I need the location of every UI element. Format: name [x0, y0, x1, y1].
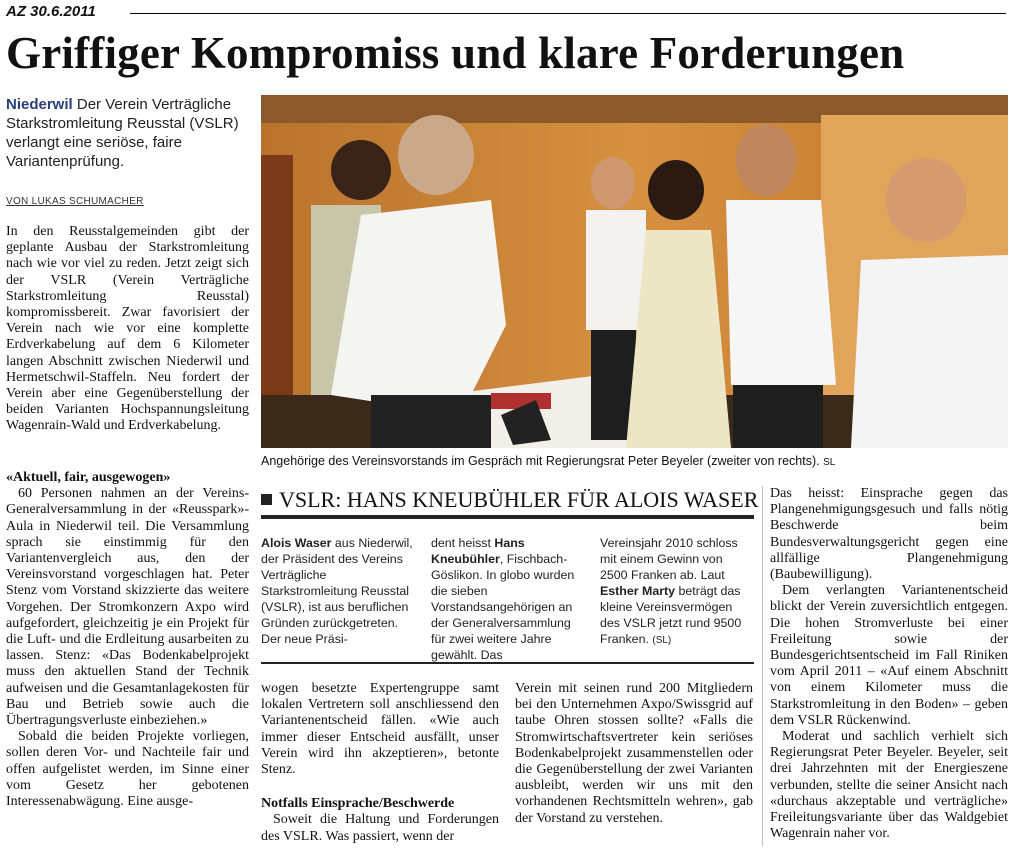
info-box-title-prefix: VSLR: — [279, 487, 342, 512]
info-box-column-1 — [261, 535, 413, 647]
info-box-credit: (SL) — [652, 635, 672, 646]
paragraph: 60 Personen nahmen an der Vereins-Generalversammlung in der «Reusspark»-Aula in Niederwil teil. Die Versammlung sprach sie einstimmig für den Variantenvergleich aus, den der Vereinsvorstand vorgeschlagen hat. Peter Stenz vom Vorstand skizzierte das weitere Vorgehen. Der Stromkonzern Axpo wird aufgefordert, gleichzeitig je ein Projekt für die Luft- und die Erdleitung ausarbeiten zu lassen. Stenz: «Das Bodenkabelprojekt muss den aktuellen Stand der Technik aufweisen und die Gesamtanlagekosten für Bau und Betrieb sowie auch die Übertragungsverluste einbeziehen.» — [6, 486, 249, 729]
article-column-1 — [6, 470, 249, 810]
caption-text: Angehörige des Vereinsvorstands im Gespräch mit Regierungsrat Peter Beyeler (zweiter von rechts). — [261, 454, 820, 468]
subheading: «Aktuell, fair, ausgewogen» — [6, 470, 171, 485]
info-box-text: aus Niederwil, der Präsident des Vereins Verträgliche Starkstromleitung Reusstal (VSLR), ist aus beruflichen Gründen zurückgetreten. Der neue Präsi- — [261, 536, 413, 646]
paragraph: Soweit die Haltung und Forderungen des VSLR. Was passiert, wenn der — [261, 812, 499, 844]
header-rule — [130, 13, 1006, 14]
info-box-column-2 — [431, 535, 583, 663]
paragraph: Sobald die beiden Projekte vorliegen, sollen deren Vor- und Nachteile fair und offen aufgelistet werden, im Sinne einer vom Gesetz her gebotenen Interessenabwägung. Eine ausge- — [6, 729, 249, 810]
column-divider — [762, 486, 763, 846]
lead-paragraph — [6, 95, 249, 171]
name-highlight: Esther Marty — [600, 584, 676, 598]
subheading: Notfalls Einsprache/Beschwerde — [261, 796, 455, 812]
paragraph: In den Reusstalgemeinden gibt der geplante Ausbau der Starkstromleitung nach wie vor viel zu reden. Jetzt zeigt sich der VSLR (Verein Verträgliche Starkstromleitung Reusstal) kompromissbereit. Zwar favorisiert der Verein nach wie vor eine komplette Erdverkabelung auf dem 6 Kilometer langen Abschnitt zwischen Niederwil und Hermetschwil-Staffeln. Neu fordert der Verein aber eine Gegenüberstellung der beiden Varianten Hochspannungsleitung Wagenrain-Wald und Erdverkabelung. — [6, 224, 249, 434]
info-box-text: , Fischbach-Göslikon. In globo wurden die sieben Vorstandsangehörigen an der Generalversammlung für zwei weitere Jahre gewählt. Das — [431, 552, 575, 662]
info-box-text: dent heisst — [431, 536, 495, 550]
info-box-rule — [261, 515, 754, 519]
photo-credit: SL — [823, 457, 836, 468]
article-column-3 — [515, 681, 753, 827]
info-box-column-3 — [600, 535, 752, 649]
paragraph: Moderat und sachlich verhielt sich Regierungsrat Peter Beyeler. Beyeler, seit drei Jahrzehnten mit der Energieszene verbunden, stellte die seiner Ansicht nach «durchaus akzeptable und verträgliche» Freileitungsvariante über das Waldgebiet Wagenrain naher vor. — [770, 729, 1008, 842]
info-box-text: beträgt das kleine Vereinsvermögen des VSLR jetzt rund 9500 Franken. — [600, 584, 742, 646]
article-column-2 — [261, 681, 499, 845]
info-box-text: Vereinsjahr 2010 schloss mit einem Gewinn von 2500 Franken ab. Laut — [600, 536, 738, 582]
info-box-title — [261, 487, 758, 513]
byline: VON LUKAS SCHUMACHER — [6, 196, 144, 207]
lead-text: Der Verein Verträgliche Starkstromleitung Reusstal (VSLR) verlangt eine seriöse, faire Variantenprüfung. — [6, 96, 239, 170]
lead-location: Niederwil — [6, 96, 73, 113]
dateline: AZ 30.6.2011 — [6, 3, 96, 20]
info-box-title-text: HANS KNEUBÜHLER FÜR ALOIS WASER — [346, 487, 759, 512]
square-bullet-icon — [261, 494, 272, 505]
article-column-4 — [770, 486, 1008, 842]
photo-caption — [261, 454, 1008, 468]
article-photo — [261, 95, 1008, 448]
paragraph: Das heisst: Einsprache gegen das Plangenehmigungsgesuch und falls nötig Beschwerde beim Bundesverwaltungsgericht gegen eine allfällige Plangenehmigung (Baubewilligung). — [770, 486, 1008, 583]
meeting-photo-illustration — [261, 95, 1008, 448]
paragraph: wogen besetzte Expertengruppe samt lokalen Vertretern soll anschliessend den Variantenentscheid fällen. «Wie auch immer dieser Entscheid ausfällt, unser Verein wird ihn akzeptieren», betonte Stenz. — [261, 681, 499, 778]
name-highlight: Hans Kneubühler — [431, 536, 525, 566]
paragraph: Dem verlangten Variantenentscheid blickt der Verein zuversichtlich entgegen. Die hohen Stromverluste bei einer Freileitung sowie der Bundesgerichtsentscheid im Fall Riniken vom April 2011 – «Auf einem Abschnitt von einem Kilometer muss die Starkstromleitung in den Boden» – geben dem VSLR Rückenwind. — [770, 583, 1008, 728]
paragraph: Verein mit seinen rund 200 Mitgliedern bei den Unternehmen Axpo/Swissgrid auf taube Ohren stossen sollte? «Falls die Stromwirtschaftsvertreter kein seriöses Bodenkabelprojekt zusammenstellen oder die Gegenüberstellung der zwei Varianten ausbleibt, werden wir uns mit den vorhandenen Rechtsmitteln wehren», gab der Vorstand zu verstehen. — [515, 681, 753, 826]
headline: Griffiger Kompromiss und klare Forderungen — [6, 28, 905, 78]
info-box-bottom-rule — [261, 662, 754, 664]
name-highlight: Alois Waser — [261, 536, 332, 550]
article-column-1-intro — [6, 224, 249, 435]
